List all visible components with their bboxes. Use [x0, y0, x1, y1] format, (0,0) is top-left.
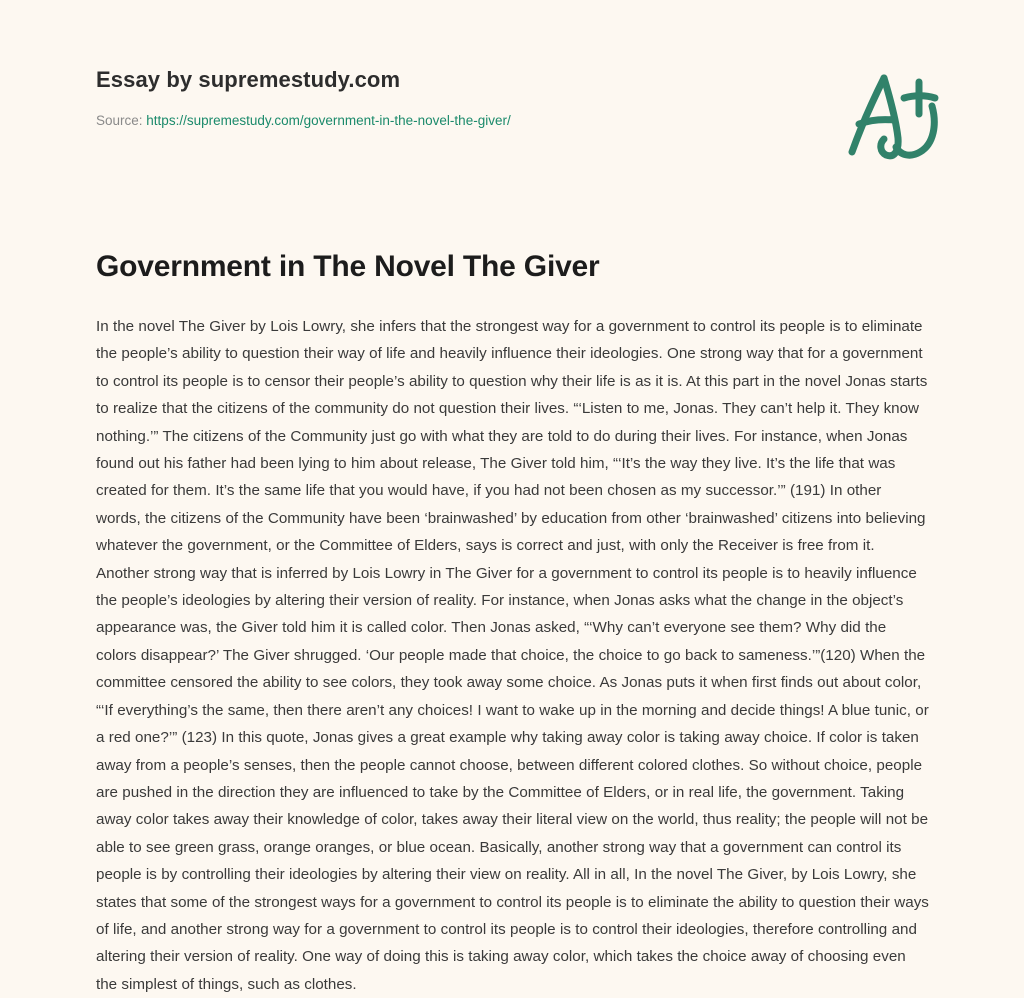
source-label: Source: — [96, 113, 143, 128]
page-header — [96, 66, 928, 166]
article-paragraph: In the novel The Giver by Lois Lowry, she infers that the strongest way for a government to control its people is to eliminate the people’s ability to question their way of life and heavily influence their ideologies. One strong way that for a government to control its people is to censor their people’s ability to question why their life is as it is. At this part in the novel Jonas starts to realize that the citizens of the community do not question their lives. “‘Listen to me, Jonas. They can’t help it. They know nothing.’” The citizens of the Community just go with what they are told to do during their lives. For instance, when Jonas found out his father had been lying to him about release, The Giver told him, “‘It’s the way they live. It’s the life that was created for them. It’s the same life that you would have, if you had not been chosen as my successor.’” (191) In other words, the citizens of the Community have been ‘brainwashed’ by education from other ‘brainwashed’ citizens into believing whatever the government, or the Committee of Elders, says is correct and just, with only the Receiver is free from it. Another strong way that is inferred by Lois Lowry in The Giver for a government to control its people is to heavily influence the people’s ideologies by altering their version of reality. For instance, when Jonas asks what the change in the object’s appearance was, the Giver told him it is called color. Then Jonas asked, “‘Why can’t everyone see them? Why did the colors disappear?’ The Giver shrugged. ‘Our people made that choice, the choice to go back to sameness.’”(120) When the committee censored the ability to see colors, they took away some choice. As Jonas puts it when first finds out about color, “‘If everything’s the same, then there aren’t any choices! I want to wake up in the morning and decide things! A blue tunic, or a red one?’” (123) In this quote, Jonas gives a great example why taking away color is taking away choice. If color is taken away from a people’s senses, then the people cannot choose, between different colored clothes. So without choice, people are pushed in the direction they are influenced to take by the Committee of Elders, or in real life, the government. Taking away color takes away their knowledge of color, takes away their literal view on the world, thus reality; the people will not be able to see green grass, orange oranges, or blue ocean. Basically, another strong way that a government can control its people is by controlling their ideologies by altering their view on reality. All in all, In the novel The Giver, by Lois Lowry, she states that some of the strongest ways for a government to control its people is to eliminate the ability to question their ways of life, and another strong way for a government to control its people is to control their ideologies, therefore controlling and altering their version of reality. One way of doing this is taking away color, which takes the choice away of choosing even the simplest of things, such as clothes. — [96, 318, 929, 993]
a-plus-logo-icon — [836, 62, 946, 166]
page-title: Government in The Novel The Giver — [96, 250, 600, 283]
a-plus-logo — [836, 62, 946, 166]
source-url-link[interactable]: https://supremestudy.com/government-in-the-novel-the-giver/ — [146, 113, 511, 128]
source-line — [96, 112, 928, 130]
article-body — [96, 313, 929, 998]
byline: Essay by supremestudy.com — [96, 67, 401, 92]
